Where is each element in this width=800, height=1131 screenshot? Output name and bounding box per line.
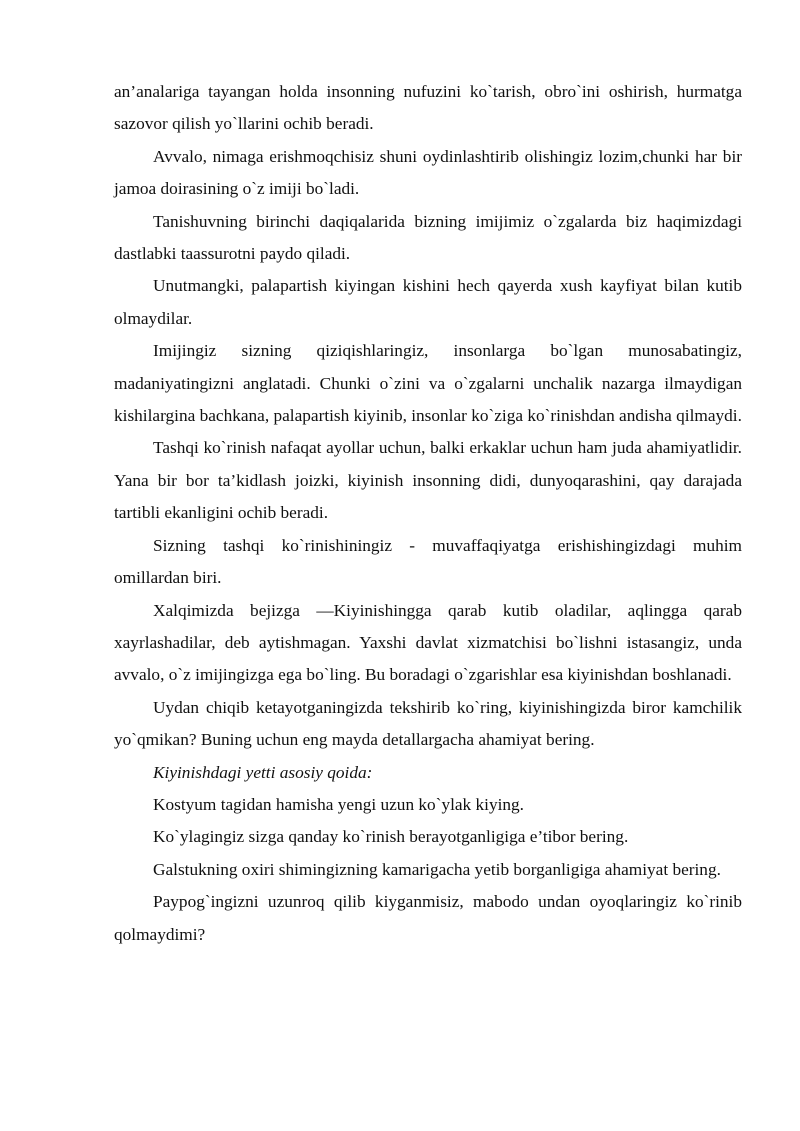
paragraph: Tanishuvning birinchi daqiqalarida bizning imijimiz o`zgalarda biz haqimizdagi dastlabki taassurotni paydo qiladi. xyxy=(114,211,742,264)
paragraph: Xalqimizda bejizga ―Kiyinishingga qarab kutib oladilar, aqlingga qarab xayrlashadilar, deb aytishmagan. Yaxshi davlat xizmatchisi bo`lishni istasangiz, unda avvalo, o`z imijingizga ega bo`ling. Bu boradagi o`zgarishlar esa kiyinishdan boshlanadi. xyxy=(114,600,742,685)
section-heading: Kiyinishdagi yetti asosiy qoida: xyxy=(153,762,373,782)
rule-item: Ko`ylagingiz sizga qanday ko`rinish berayotganligiga e’tibor bering. xyxy=(153,827,629,847)
document-body xyxy=(114,76,742,951)
paragraph: Unutmangki, palapartish kiyingan kishini hech qayerda xush kayfiyat bilan kutib olmaydilar. xyxy=(114,276,742,328)
paragraph: an’analariga tayangan holda insonning nufuzini ko`tarish, obro`ini oshirish, hurmatga sazovor qilish yo`llarini ochib beradi. xyxy=(114,82,742,134)
paragraph: Imijingiz sizning qiziqishlaringiz, insonlarga bo`lgan munosabatingiz, madaniyatingizni anglatadi. Chunki o`zini va o`zgalarni unchalik nazarga ilmaydigan kishilargina bachkana, palapartish kiyinib, insonlar ko`ziga ko`rinishdan andisha qilmaydi. xyxy=(114,341,742,426)
paragraph: Avvalo, nimaga erishmoqchisiz shuni oydinlashtirib olishingiz lozim,chunki har bir jamoa doirasining o`z imiji bo`ladi. xyxy=(114,146,742,199)
paragraph: Sizning tashqi ko`rinishiningiz - muvaffaqiyatga erishishingizdagi muhim omillardan biri. xyxy=(114,535,742,588)
paragraph: Tashqi ko`rinish nafaqat ayollar uchun, balki erkaklar uchun ham juda ahamiyatlidir. Yana bir bor ta’kidlash joizki, kiyinish insonning didi, dunyoqarashini, qay darajada tartibli ekanligini ochib beradi. xyxy=(114,438,742,523)
paragraph: Uydan chiqib ketayotganingizda tekshirib ko`ring, kiyinishingizda biror kamchilik yo`qmikan? Buning uchun eng mayda detallargacha ahamiyat bering. xyxy=(114,697,742,750)
rule-item: Paypog`ingizni uzunroq qilib kiyganmisiz, mabodo undan oyoqlaringiz ko`rinib qolmaydimi? xyxy=(114,892,742,944)
rule-item: Galstukning oxiri shimingizning kamarigacha yetib borganligiga ahamiyat bering. xyxy=(153,859,721,879)
rule-item: Kostyum tagidan hamisha yengi uzun ko`ylak kiying. xyxy=(153,794,525,814)
